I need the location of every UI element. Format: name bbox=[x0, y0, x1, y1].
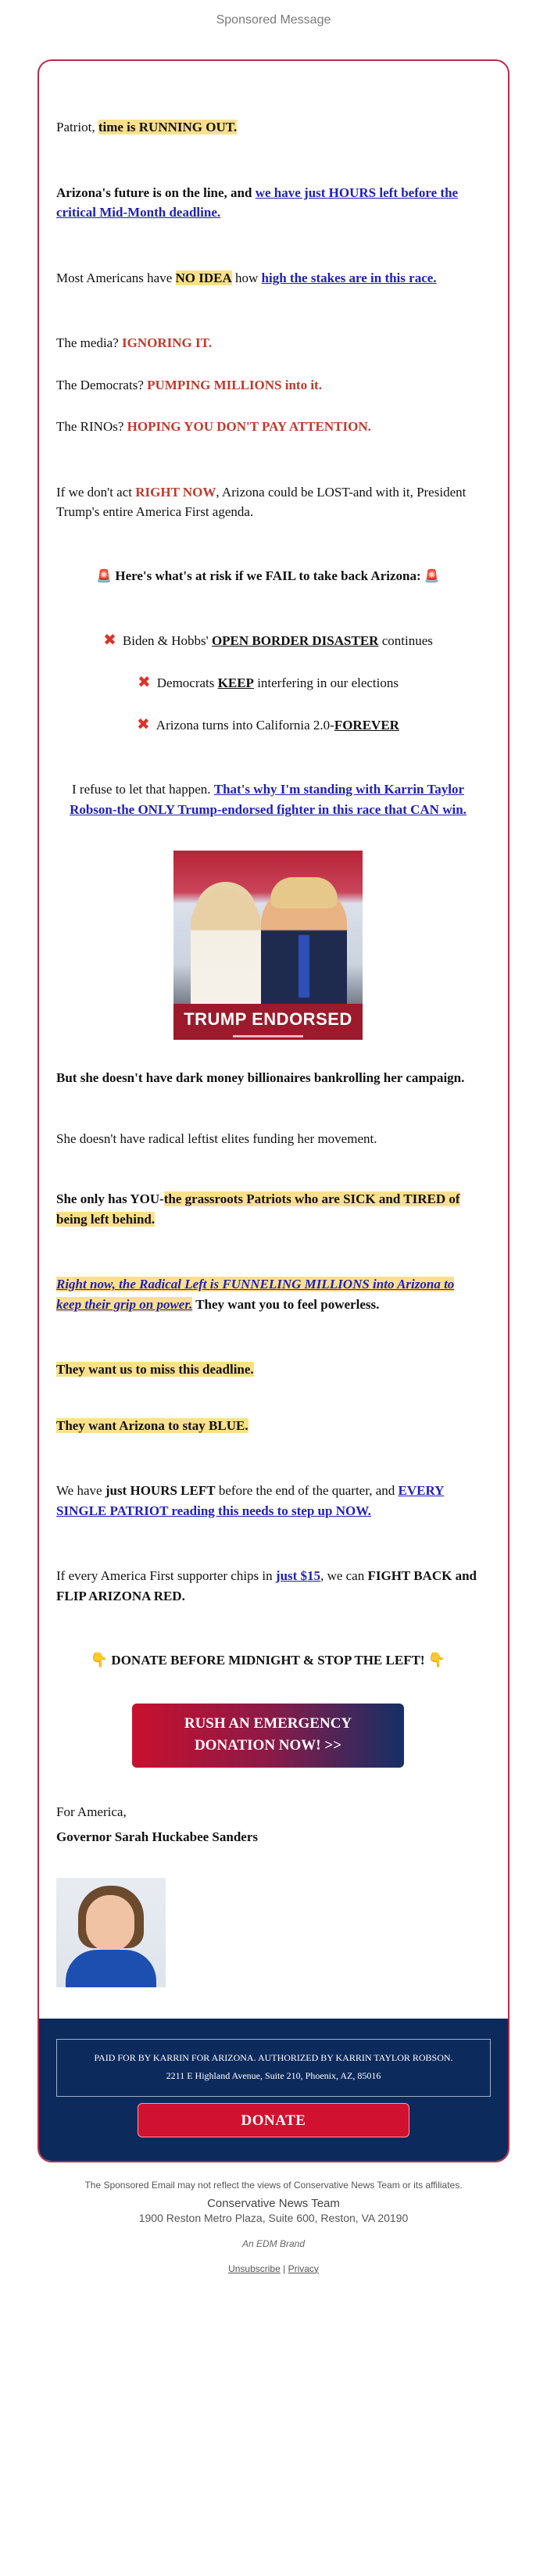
sponsored-message-label: Sponsored Message bbox=[216, 13, 331, 27]
signoff: For America, bbox=[56, 1804, 127, 1819]
emergency-donation-button[interactable]: RUSH AN EMERGENCY DONATION NOW! >> bbox=[132, 1704, 404, 1768]
donate-heading: 👇 DONATE BEFORE MIDNIGHT & STOP THE LEFT! 👇 bbox=[90, 1652, 446, 1668]
views-disclaimer: The Sponsored Email may not reflect the views of Conservative News Team or its affiliates. bbox=[84, 2179, 463, 2191]
team-address: 1900 Reston Metro Plaza, Suite 600, Reston, VA 20190 bbox=[138, 2211, 409, 2224]
email-body bbox=[39, 61, 508, 2019]
cross-icon: ✖ bbox=[137, 672, 151, 691]
chip-in-amount-link[interactable]: just $15 bbox=[275, 1568, 321, 1583]
cta-wrap bbox=[56, 1704, 480, 1768]
radical-left-paragraph: Right now, the Radical Left is FUNNELING MILLIONS into Arizona to keep their grip on power. They want you to feel powerless. bbox=[56, 1277, 455, 1312]
risk-item: ✖ Democrats KEEP interfering in our elections bbox=[137, 672, 399, 691]
siren-icon: 🚨 bbox=[96, 568, 113, 583]
cross-icon: ✖ bbox=[103, 630, 116, 649]
edm-brand: An EDM Brand bbox=[241, 2237, 306, 2249]
stakes-paragraph: Most Americans have NO IDEA how high the stakes are in this race. bbox=[56, 270, 437, 285]
signature: Governor Sarah Huckabee Sanders bbox=[56, 1829, 259, 1844]
stay-blue-line: They want Arizona to stay BLUE. bbox=[56, 1417, 248, 1433]
pointing-hand-icon: 👇 bbox=[427, 1652, 446, 1668]
committee-address: 2211 E Highland Avenue, Suite 210, Phoenix, AZ, 85016 bbox=[166, 2069, 381, 2081]
risk-heading: 🚨 Here's what's at risk if we FAIL to take back Arizona: 🚨 bbox=[96, 568, 440, 583]
email-footer bbox=[39, 2019, 508, 2161]
team-name: Conservative News Team bbox=[207, 2196, 340, 2210]
stakes-link[interactable]: high the stakes are in this race. bbox=[261, 270, 437, 285]
deadline-link[interactable]: we have just HOURS left before the critical Mid-Month deadline. bbox=[56, 185, 459, 220]
paid-for-disclaimer: PAID FOR BY KARRIN FOR ARIZONA. AUTHORIZED BY KARRIN TAYLOR ROBSON. 2211 E Highland Avenue, Suite 210, Phoenix, AZ, 85016 bbox=[56, 2039, 491, 2097]
elites-line: She doesn't have radical leftist elites funding her movement. bbox=[56, 1130, 377, 1146]
risk-item: ✖ Biden & Hobbs' OPEN BORDER DISASTER continues bbox=[103, 630, 433, 649]
democrats-line: The Democrats? PUMPING MILLIONS into it. bbox=[56, 377, 322, 392]
unsubscribe-link[interactable]: Unsubscribe bbox=[228, 2263, 281, 2274]
trump-endorsed-photo[interactable] bbox=[173, 851, 363, 1040]
radical-left-link[interactable]: Right now, the Radical Left is FUNNELING MILLIONS into Arizona to keep their grip on power. bbox=[56, 1277, 455, 1312]
endorsed-banner: TRUMP ENDORSED bbox=[173, 1004, 363, 1040]
cross-icon: ✖ bbox=[137, 715, 150, 733]
opening-highlight: time is RUNNING OUT. bbox=[98, 120, 238, 134]
pointing-hand-icon: 👇 bbox=[90, 1652, 109, 1668]
deadline-paragraph: Arizona's future is on the line, and we have just HOURS left before the critical Mid-Month deadline. bbox=[56, 185, 459, 220]
miss-deadline-line: They want us to miss this deadline. bbox=[56, 1362, 254, 1377]
footer-links: Unsubscribe | Privacy bbox=[228, 2263, 319, 2274]
email-card bbox=[38, 59, 509, 2162]
risk-item: ✖ Arizona turns into California 2.0-FOREVER bbox=[137, 715, 399, 733]
privacy-link[interactable]: Privacy bbox=[288, 2263, 319, 2274]
legal-footer bbox=[0, 2180, 547, 2290]
signer-avatar bbox=[56, 1878, 166, 1987]
dark-money-line: But she doesn't have dark money billionaires bankrolling her campaign. bbox=[56, 1070, 465, 1085]
every-patriot-link[interactable]: EVERY SINGLE PATRIOT reading this needs to step up NOW. bbox=[56, 1483, 445, 1518]
rinos-line: The RINOs? HOPING YOU DON'T PAY ATTENTION. bbox=[56, 419, 371, 434]
siren-icon: 🚨 bbox=[424, 568, 440, 583]
robson-link[interactable]: That's why I'm standing with Karrin Taylor Robson-the ONLY Trump-endorsed fighter in this race that CAN win. bbox=[70, 782, 467, 817]
refuse-paragraph: I refuse to let that happen. That's why I'm standing with Karrin Taylor Robson-the ONLY Trump-endorsed fighter in this race that CAN win. bbox=[70, 782, 467, 817]
act-now-paragraph: If we don't act RIGHT NOW, Arizona could be LOST-and with it, President Trump's entire America First agenda. bbox=[56, 484, 467, 519]
hours-left-paragraph: We have just HOURS LEFT before the end of the quarter, and EVERY SINGLE PATRIOT reading this needs to step up NOW. bbox=[56, 1483, 445, 1518]
chip-in-paragraph: If every America First supporter chips in just $15, we can FIGHT BACK and FLIP ARIZONA RED. bbox=[56, 1568, 477, 1603]
footer-donate-button[interactable]: DONATE bbox=[138, 2103, 409, 2137]
media-line: The media? IGNORING IT. bbox=[56, 335, 212, 350]
opening-line: Patriot, time is RUNNING OUT. bbox=[56, 120, 238, 134]
endorsement-image-wrap bbox=[56, 851, 480, 1040]
grassroots-paragraph: She only has YOU-the grassroots Patriots who are SICK and TIRED of being left behind. bbox=[56, 1191, 460, 1227]
